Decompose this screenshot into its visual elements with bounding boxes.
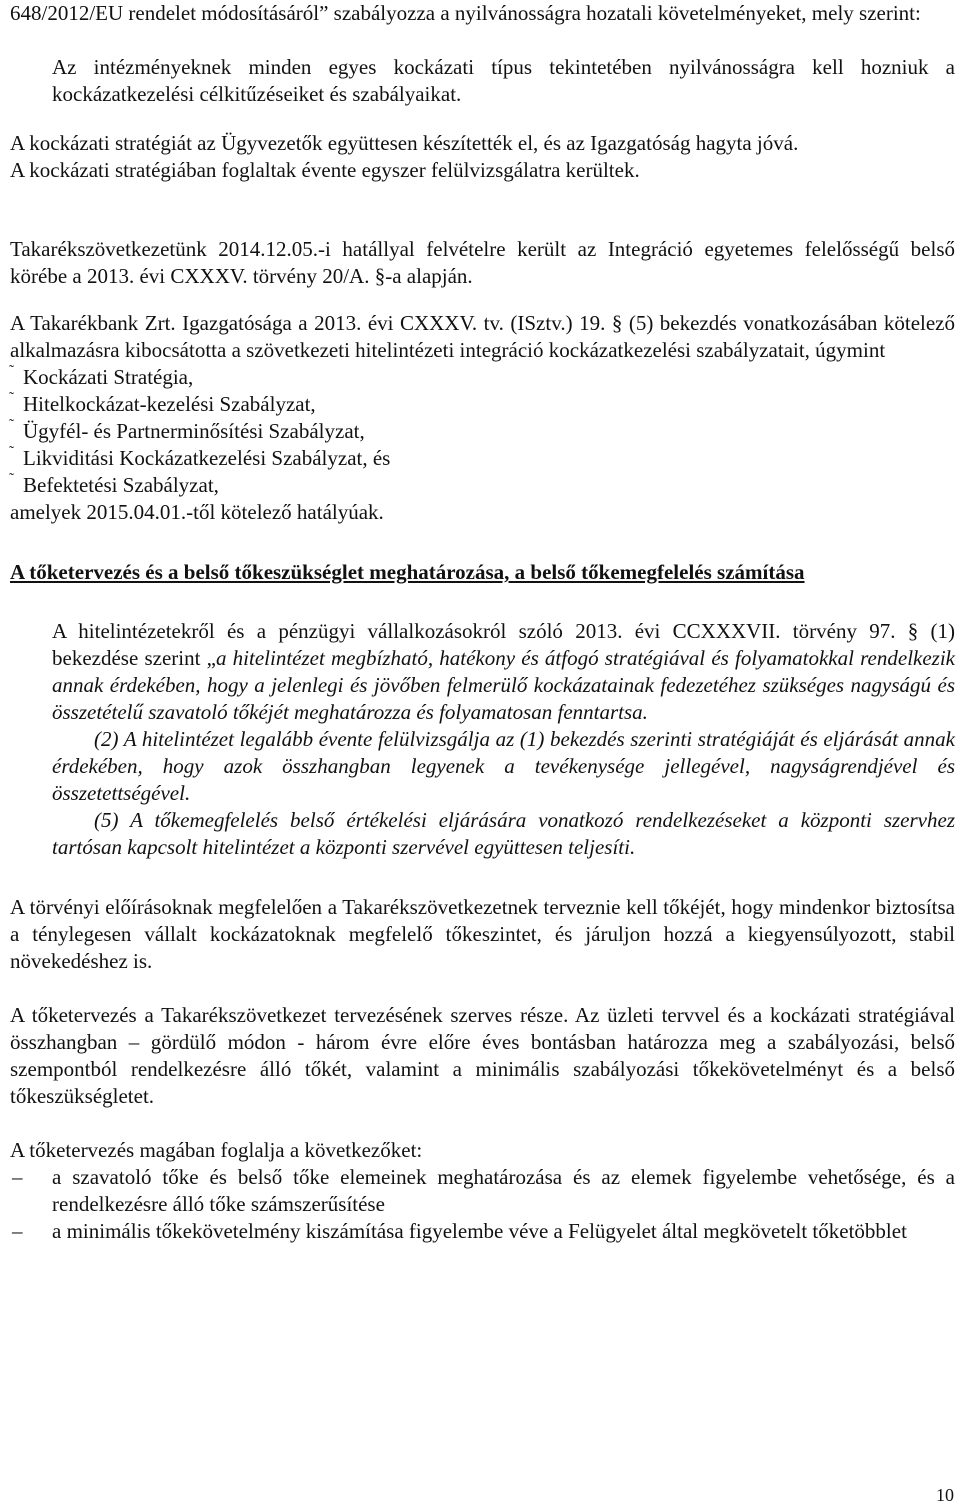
paragraph-capital-planning-requirement: A törvényi előírásoknak megfelelően a Takarékszövetkezetnek terveznie kell tőkéjét, hogy mindenkor biztosítsa a ténylegesen vállalt kockázatoknak megfelelő tőkeszintet, és járuljon hozzá a kiegyensúlyozott, stabil növekedéshez is. bbox=[10, 895, 955, 973]
page-number: 10 bbox=[936, 1485, 954, 1505]
list-item: ˜ Likviditási Kockázatkezelési Szabályzat, és bbox=[10, 445, 955, 472]
dash-bullet-icon: – bbox=[12, 1165, 23, 1189]
paragraph-effective-date: amelyek 2015.04.01.-től kötelező hatályúak. bbox=[10, 500, 384, 524]
tilde-bullet-icon: ˜ bbox=[9, 390, 14, 406]
list-item: ˜ Befektetési Szabályzat, bbox=[10, 472, 955, 499]
dash-bullet-icon: – bbox=[12, 1219, 23, 1243]
tilde-bullet-icon: ˜ bbox=[9, 444, 14, 460]
paragraph-takarekbank: A Takarékbank Zrt. Igazgatósága a 2013. évi CXXXV. tv. (ISztv.) 19. § (5) bekezdés vonatkozásában kötelező alkalmazásra kibocsátotta a szövetkezeti hitelintézeti integráció kockázatkezelési szabályzatait, úgymint bbox=[10, 311, 955, 362]
list-item: – a szavatoló tőke és belső tőke elemeinek meghatározása és az elemek figyelembe vehetősége, és a rendelkezésre álló tőke számszerűsítése bbox=[12, 1165, 955, 1216]
paragraph-integration: Takarékszövetkezetünk 2014.12.05.-i hatállyal felvételre került az Integráció egyetemes felelősségű belső körébe a 2013. évi CXXXV. törvény 20/A. §-a alapján. bbox=[10, 237, 955, 288]
legal-quote-paragraph-5: (5) A tőkemegfelelés belső értékelési eljárására vonatkozó rendelkezéseket a központi szervhez tartósan kapcsolt hitelintézet a központi szervével együttesen teljesíti. bbox=[52, 808, 955, 859]
tilde-bullet-icon: ˜ bbox=[9, 471, 14, 487]
list-item: ˜ Hitelkockázat-kezelési Szabályzat, bbox=[10, 391, 955, 418]
list-item: ˜ Kockázati Stratégia, bbox=[10, 364, 955, 391]
list-item: ˜ Ügyfél- és Partnerminősítési Szabályzat, bbox=[10, 418, 955, 445]
paragraph-strategy-approval: A kockázati stratégiát az Ügyvezetők együttesen készítették el, és az Igazgatóság hagyta jóvá. bbox=[10, 131, 799, 155]
legal-quote-paragraph-2: (2) A hitelintézet legalább évente felülvizsgálja az (1) bekezdés szerinti stratégiáját és eljárását annak érdekében, hogy azok összhangban legyenek a tevékenysége jellegével, nagyságrendjével és összetettségével. bbox=[52, 727, 955, 805]
paragraph-strategy-review: A kockázati stratégiában foglaltak évente egyszer felülvizsgálatra kerültek. bbox=[10, 158, 640, 182]
tilde-bullet-icon: ˜ bbox=[9, 417, 14, 433]
paragraph-regulation: 648/2012/EU rendelet módosításáról” szabályozza a nyilvánosságra hozatali követelményeket, mely szerint: bbox=[10, 1, 921, 25]
document-page bbox=[10, 0, 955, 1245]
list-item: – a minimális tőkekövetelmény kiszámítása figyelembe véve a Felügyelet által megkövetelt tőketöbblet bbox=[12, 1219, 907, 1243]
regulation-list bbox=[10, 364, 955, 499]
section-heading: A tőketervezés és a belső tőkeszükséglet meghatározása, a belső tőkemegfelelés számítása bbox=[10, 560, 805, 584]
legal-quote-intro: A hitelintézetekről és a pénzügyi vállalkozásokról szóló 2013. évi CCXXXVII. törvény 97. § (1) bekezdése szerint „a hitelintézet megbízható, hatékony és átfogó stratégiával és folyamatokkal rendelkezik annak érdekében, hogy a jelenlegi és jövőben felmerülő kockázatainak fedezetéhez szükséges nagyságú és összetételű szavatoló tőkéjét meghatározza és folyamatosan fenntartsa. bbox=[52, 619, 955, 724]
paragraph-capital-planning-includes: A tőketervezés magában foglalja a következőket: bbox=[10, 1138, 423, 1162]
tilde-bullet-icon: ˜ bbox=[9, 363, 14, 379]
capital-planning-list bbox=[10, 1164, 955, 1245]
paragraph-disclosure-requirement: Az intézményeknek minden egyes kockázati típus tekintetében nyilvánosságra kell hozniuk a kockázatkezelési célkitűzéseiket és szabályaikat. bbox=[52, 55, 955, 106]
paragraph-capital-planning-part: A tőketervezés a Takarékszövetkezet tervezésének szerves része. Az üzleti tervvel és a kockázati stratégiával összhangban – gördülő módon - három évre előre éves bontásban határozza meg a szabályozási, belső szempontból rendelkezésre álló tőkét, valamint a minimális szabályozási tőkekövetelményt és a belső tőkeszükségletet. bbox=[10, 1003, 955, 1108]
